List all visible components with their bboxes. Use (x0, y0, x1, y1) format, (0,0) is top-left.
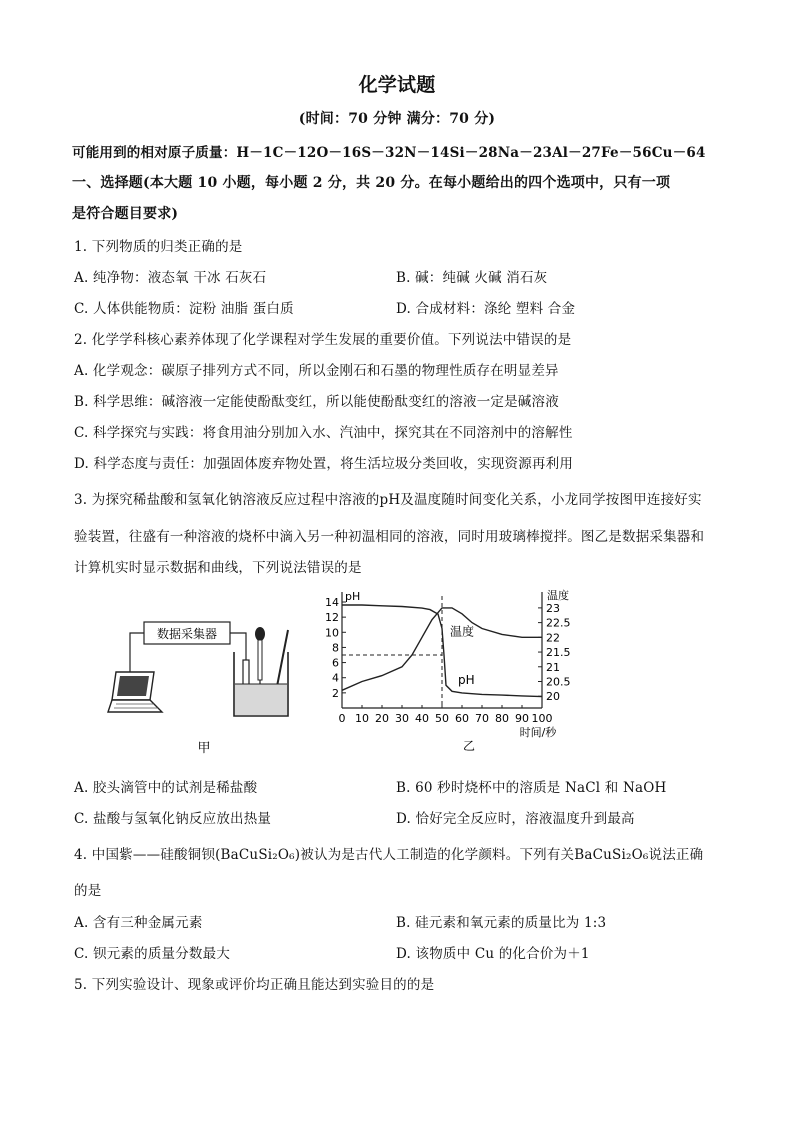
q5-stem: 5. 下列实验设计、现象或评价均正确且能达到实验目的的是 (74, 977, 435, 993)
q2-option-c: C. 科学探究与实践：将食用油分别加入水、汽油中，探究其在不同溶剂中的溶解性 (74, 425, 573, 441)
q4-option-c: C. 钡元素的质量分数最大 (74, 946, 231, 962)
q2-option-b: B. 科学思维：碱溶液一定能使酚酞变红，所以能使酚酞变红的溶液一定是碱溶液 (74, 394, 559, 410)
atomic-masses: 可能用到的相对原子质量：H－1C－12O－16S－32N－14Si－28Na－23Al－27Fe－56Cu－64 (72, 145, 706, 161)
y-left-tick-label: 8 (332, 641, 339, 655)
y-right-tick-label: 20 (546, 690, 560, 704)
figure-a-caption: 甲 (197, 741, 211, 756)
x-tick-label: 40 (415, 712, 429, 725)
x-tick-label: 60 (455, 712, 469, 725)
q3-option-b: B. 60 秒时烧杯中的溶质是 NaCl 和 NaOH (396, 780, 667, 796)
q3-stem-line2: 验装置，往盛有一种溶液的烧杯中滴入另一种初温相同的溶液，同时用玻璃棒搅拌。图乙是数据采集器和 (74, 529, 705, 545)
figure-b-caption: 乙 (462, 739, 476, 753)
section-heading: 一、选择题(本大题 10 小题，每小题 2 分，共 20 分。在每小题给出的四个选项中，只有一项 (72, 175, 671, 191)
q4-option-b: B. 硅元素和氧元素的质量比为 1:3 (396, 915, 607, 931)
x-tick-label: 0 (338, 712, 346, 725)
x-axis-label: 时间/秒 (519, 726, 557, 739)
y-right-tick-label: 21.5 (546, 646, 571, 660)
section-heading-cont: 是符合题目要求) (72, 206, 179, 222)
y-right-tick-label: 21 (546, 660, 560, 674)
y-axis-right-label: 温度 (547, 589, 569, 602)
q3-option-a: A. 胶头滴管中的试剂是稀盐酸 (74, 780, 258, 796)
x-tick-label: 10 (355, 712, 369, 725)
page-title: 化学试题 (358, 74, 436, 96)
data-collector-label: 数据采集器 (156, 627, 218, 641)
q3-stem-line3: 计算机实时显示数据和曲线，下列说法错误的是 (74, 560, 362, 576)
y-left-tick-label: 6 (332, 656, 339, 670)
x-tick-label: 50 (435, 712, 449, 725)
q4-option-a: A. 含有三种金属元素 (74, 915, 203, 931)
y-right-tick-label: 20.5 (546, 675, 571, 689)
y-right-tick-label: 23 (546, 601, 560, 615)
q2-stem: 2. 化学学科核心素养体现了化学课程对学生发展的重要价值。下列说法中错误的是 (74, 332, 572, 348)
y-axis-left-label: pH (345, 590, 361, 603)
exam-info: (时间：70 分钟 满分：70 分) (298, 111, 496, 127)
q1-option-c: C. 人体供能物质：淀粉 油脂 蛋白质 (74, 301, 294, 317)
x-tick-label: 70 (475, 712, 489, 725)
y-right-tick-label: 22 (546, 631, 560, 645)
q1-stem: 1. 下列物质的归类正确的是 (74, 239, 243, 255)
y-left-tick-label: 12 (325, 611, 339, 625)
ph-temperature-chart (316, 586, 590, 756)
q2-option-a: A. 化学观念：碳原子排列方式不同，所以金刚石和石墨的物理性质存在明显差异 (74, 363, 559, 379)
laptop-icon (108, 672, 162, 712)
x-tick-label: 80 (495, 712, 509, 725)
temperature-annotation: 温度 (450, 624, 475, 639)
q4-option-d: D. 该物质中 Cu 的化合价为＋1 (396, 946, 590, 962)
dropper-icon (255, 627, 265, 688)
q2-option-d: D. 科学态度与责任：加强固体废弃物处置，将生活垃圾分类回收，实现资源再利用 (74, 456, 574, 472)
y-left-tick-label: 2 (332, 686, 339, 700)
q3-option-c: C. 盐酸与氢氧化钠反应放出热量 (74, 811, 272, 827)
y-left-tick-label: 10 (325, 626, 339, 640)
apparatus-figure (104, 612, 304, 772)
y-left-tick-label: 4 (332, 671, 339, 685)
ph-annotation: pH (458, 672, 475, 687)
x-tick-label: 20 (375, 712, 389, 725)
x-tick-label: 100 (531, 712, 553, 725)
y-right-tick-label: 22.5 (546, 616, 571, 630)
q4-stem-line2: 的是 (74, 883, 102, 899)
q4-stem-line1: 4. 中国紫——硅酸铜钡(BaCuSi₂O₆)被认为是古代人工制造的化学颜料。下列有关BaCuSi₂O₆说法正确 (74, 847, 704, 863)
q3-stem-line1: 3. 为探究稀盐酸和氢氧化钠溶液反应过程中溶液的pH及温度随时间变化关系，小龙同学按图甲连接好实 (74, 492, 702, 508)
x-tick-label: 30 (395, 712, 409, 725)
q3-option-d: D. 恰好完全反应时，溶液温度升到最高 (396, 811, 635, 827)
x-tick-label: 90 (515, 712, 529, 725)
q1-option-d: D. 合成材料：涤纶 塑料 合金 (396, 301, 576, 317)
q1-option-a: A. 纯净物：液态氧 干冰 石灰石 (74, 270, 267, 286)
q1-option-b: B. 碱：纯碱 火碱 消石灰 (396, 270, 548, 286)
y-left-tick-label: 14 (325, 596, 339, 609)
